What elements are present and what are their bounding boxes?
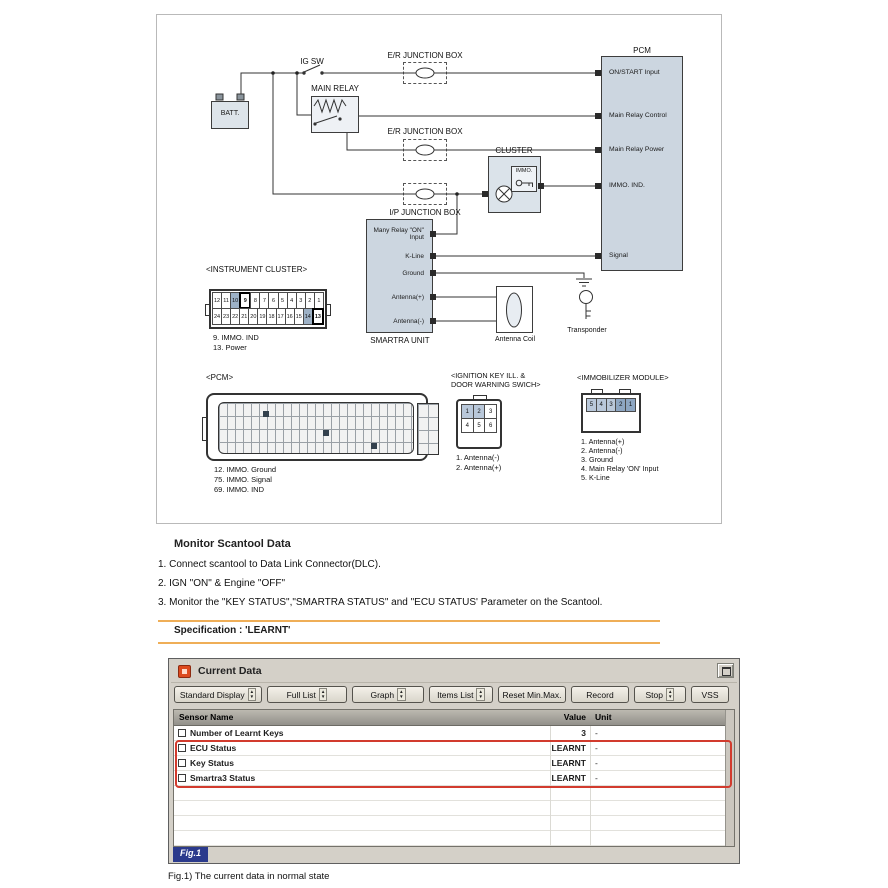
pin-cell-relay-on: 4: [596, 398, 607, 412]
dropdown-arrows-icon: ▲ ▼: [319, 688, 327, 701]
ignition-note-1: 1. Antenna(-): [456, 453, 500, 462]
er-junction1-label: E/R JUNCTION BOX: [387, 51, 463, 60]
step-1: 1. Connect scantool to Data Link Connector(DLC).: [158, 559, 381, 570]
pin-cell-immo-ind: 9: [239, 292, 251, 309]
sensor-unit: -: [595, 743, 598, 753]
sensor-name: Number of Learnt Keys: [190, 728, 284, 738]
pin-cell-power: 13: [312, 308, 324, 325]
pin-cell: 12: [212, 292, 222, 309]
fuse-icon: [416, 145, 434, 155]
main-relay-label: MAIN RELAY: [311, 84, 359, 93]
pin-cell-antenna-minus: 2: [615, 398, 626, 412]
button-label: VSS: [701, 689, 719, 700]
ignition-connector-title-2: DOOR WARNING SWICH>: [451, 380, 541, 389]
ip-junction-label: I/P JUNCTION BOX: [389, 208, 461, 217]
pcm-label: PCM: [633, 46, 651, 55]
table-row[interactable]: [174, 726, 725, 741]
pin-cell-kline: 5: [586, 398, 597, 412]
standard-display-button[interactable]: [174, 686, 262, 703]
pin-cell-antenna-minus: 1: [461, 404, 474, 419]
cluster-label: CLUSTER: [495, 146, 533, 155]
sensor-value: LEARNT: [551, 773, 586, 783]
battery-terminals-icon: [216, 94, 244, 100]
record-button[interactable]: [571, 686, 629, 703]
er-junction2-label: E/R JUNCTION BOX: [387, 127, 463, 136]
button-label: Items List: [437, 689, 474, 700]
immobilizer-note-3: 3. Ground: [581, 455, 613, 464]
smartra-pin-ground: Ground: [402, 270, 424, 277]
step-2: 2. IGN "ON" & Engine "OFF": [158, 578, 286, 589]
ic-note-1: 9. IMMO. IND: [213, 333, 259, 342]
pin-cell: 3: [484, 404, 497, 419]
pcm-note-1: 12. IMMO. Ground: [214, 465, 277, 474]
pin-cell: 3: [296, 292, 306, 309]
pcm-connector-title: <PCM>: [206, 373, 234, 382]
pin-cell: 17: [276, 308, 286, 325]
pin-cell: 16: [285, 308, 295, 325]
pin-cell: 15: [294, 308, 304, 325]
row-checkbox[interactable]: [178, 759, 186, 767]
figure-caption: Fig.1) The current data in normal state: [168, 871, 330, 882]
pin-cell: 21: [239, 308, 249, 325]
pin-cell-ground: 3: [606, 398, 617, 412]
pcm-pin-signal: Signal: [609, 252, 628, 259]
pin-cell: 4: [461, 418, 474, 433]
immobilizer-note-2: 2. Antenna(-): [581, 446, 623, 455]
pcm-pin-on-start: ON/START Input: [609, 69, 660, 76]
wiring-diagram: [156, 14, 722, 524]
smartra-pin-antenna-plus: Antenna(+): [391, 294, 424, 301]
sensor-value: LEARNT: [551, 758, 586, 768]
pin-cell: 6: [484, 418, 497, 433]
pin-cell-antenna-plus: 2: [473, 404, 486, 419]
specification-text: Specification : 'LEARNT': [174, 625, 291, 636]
ignition-connector-title-1: <IGNITION KEY ILL. &: [451, 371, 526, 380]
pin-cell: 11: [221, 292, 231, 309]
spec-divider-top: [158, 620, 660, 622]
pin-cell: 24: [212, 308, 222, 325]
dropdown-arrows-icon: ▲ ▼: [476, 688, 484, 701]
button-label: Stop: [645, 689, 664, 700]
row-checkbox[interactable]: [178, 729, 186, 737]
transponder-label: Transponder: [567, 327, 607, 334]
table-header: [174, 710, 734, 726]
figure-label: Fig.1: [173, 847, 208, 862]
full-list-button[interactable]: [267, 686, 347, 703]
pin-cell: 22: [230, 308, 240, 325]
toolbar: [174, 686, 734, 704]
items-list-button[interactable]: [429, 686, 493, 703]
pcm-pin-relay-power: Main Relay Power: [609, 146, 665, 153]
spec-divider-bottom: [158, 642, 660, 644]
current-data-icon: [178, 665, 191, 678]
fuse-icon: [416, 189, 434, 199]
table-row-empty: [174, 786, 725, 801]
transponder-key-icon: [580, 291, 593, 320]
smartra-pin-squares: [430, 231, 436, 324]
immobilizer-note-5: 5. K-Line: [581, 473, 610, 482]
warning-lamp-icon: [496, 186, 512, 202]
dropdown-arrows-icon: ▲ ▼: [397, 688, 405, 701]
button-label: Graph: [370, 689, 395, 700]
immobilizer-connector-title: <IMMOBILIZER MODULE>: [577, 373, 669, 382]
antenna-coil-icon: [507, 293, 522, 327]
battery-label: BATT.: [220, 110, 240, 117]
column-divider: [550, 726, 551, 846]
smartra-pin-kline: K-Line: [405, 253, 424, 260]
smartra-label: SMARTRA UNIT: [370, 336, 430, 345]
pcm-pin-squares: [595, 70, 601, 259]
antenna-coil-label: Antenna Coil: [494, 336, 536, 343]
step-3: 3. Monitor the "KEY STATUS","SMARTRA STATUS" and "ECU STATUS' Parameter on the Scantool.: [158, 597, 603, 608]
table-row[interactable]: [174, 771, 725, 786]
pin-cell: 2: [305, 292, 315, 309]
pin-cell: 14: [303, 308, 313, 325]
pin-cell: 20: [248, 308, 258, 325]
reset-min-max-button[interactable]: [498, 686, 566, 703]
pcm-pin-immo-ind: IMMO. IND.: [609, 182, 645, 189]
scrollbar[interactable]: [725, 710, 734, 846]
sensor-name: Key Status: [190, 758, 234, 768]
ground-icon: [576, 279, 592, 286]
row-checkbox[interactable]: [178, 774, 186, 782]
pin-cell: 5: [278, 292, 288, 309]
pcm-note-3: 69. IMMO. IND: [214, 485, 265, 494]
sensor-unit: -: [595, 728, 598, 738]
pin-cell: 6: [268, 292, 278, 309]
button-label: Standard Display: [179, 689, 245, 700]
instrument-cluster-title: <INSTRUMENT CLUSTER>: [206, 265, 308, 274]
column-divider: [590, 726, 591, 846]
sensor-name: Smartra3 Status: [190, 773, 256, 783]
smartra-pin-antenna-minus: Antenna(-): [393, 318, 424, 325]
dropdown-arrows-icon: ▲ ▼: [248, 688, 256, 701]
pin-cell: 23: [221, 308, 231, 325]
data-table: [173, 709, 735, 847]
ignition-note-2: 2. Antenna(+): [456, 463, 502, 472]
column-sensor-name: Sensor Name: [179, 712, 234, 722]
row-checkbox[interactable]: [178, 744, 186, 752]
graph-button[interactable]: [352, 686, 424, 703]
column-unit: Unit: [595, 712, 612, 722]
window-title: Current Data: [198, 665, 262, 677]
sensor-value: 3: [581, 728, 586, 738]
sensor-value: LEARNT: [551, 743, 586, 753]
smartra-pin-relay-on: Many Relay "ON" Input: [373, 227, 424, 241]
column-value: Value: [563, 712, 586, 722]
pin-cell-antenna-plus: 1: [625, 398, 636, 412]
immobilizer-note-1: 1. Antenna(+): [581, 437, 625, 446]
pin-cell: 5: [473, 418, 486, 433]
pin-cell: 19: [257, 308, 267, 325]
dropdown-arrows-icon: ▲ ▼: [666, 688, 674, 701]
immo-label: IMMO.: [515, 168, 533, 174]
pin-cell: 7: [259, 292, 269, 309]
pin-cell: 1: [314, 292, 324, 309]
stop-button[interactable]: [634, 686, 686, 703]
pcm-note-2: 75. IMMO. Signal: [214, 475, 272, 484]
scantool-window: [168, 658, 740, 864]
table-row-empty: [174, 831, 725, 846]
titlebar: [171, 661, 737, 683]
table-row[interactable]: [174, 741, 725, 756]
fuse-icon: [416, 68, 434, 78]
table-row-empty: [174, 801, 725, 816]
ic-note-2: 13. Power: [213, 343, 247, 352]
table-row[interactable]: [174, 756, 725, 771]
sensor-unit: -: [595, 773, 598, 783]
pin-cell: 10: [230, 292, 240, 309]
ig-sw-label: IG SW: [300, 57, 324, 66]
sensor-name: ECU Status: [190, 743, 237, 753]
button-label: Record: [586, 689, 614, 700]
pin-cell: 4: [287, 292, 297, 309]
pin-cell: 8: [250, 292, 260, 309]
button-label: Reset Min.Max.: [502, 689, 562, 700]
window-button[interactable]: [717, 663, 734, 678]
vss-button[interactable]: [691, 686, 729, 703]
pin-cell: 18: [266, 308, 276, 325]
button-label: Full List: [286, 689, 316, 700]
sensor-unit: -: [595, 758, 598, 768]
section-title: Monitor Scantool Data: [174, 538, 291, 550]
immobilizer-note-4: 4. Main Relay 'ON' Input: [581, 464, 659, 473]
pcm-pin-relay-control: Main Relay Control: [609, 112, 667, 119]
ig-switch-gap: [303, 67, 323, 78]
key-icon: [516, 180, 533, 187]
table-row-empty: [174, 816, 725, 831]
